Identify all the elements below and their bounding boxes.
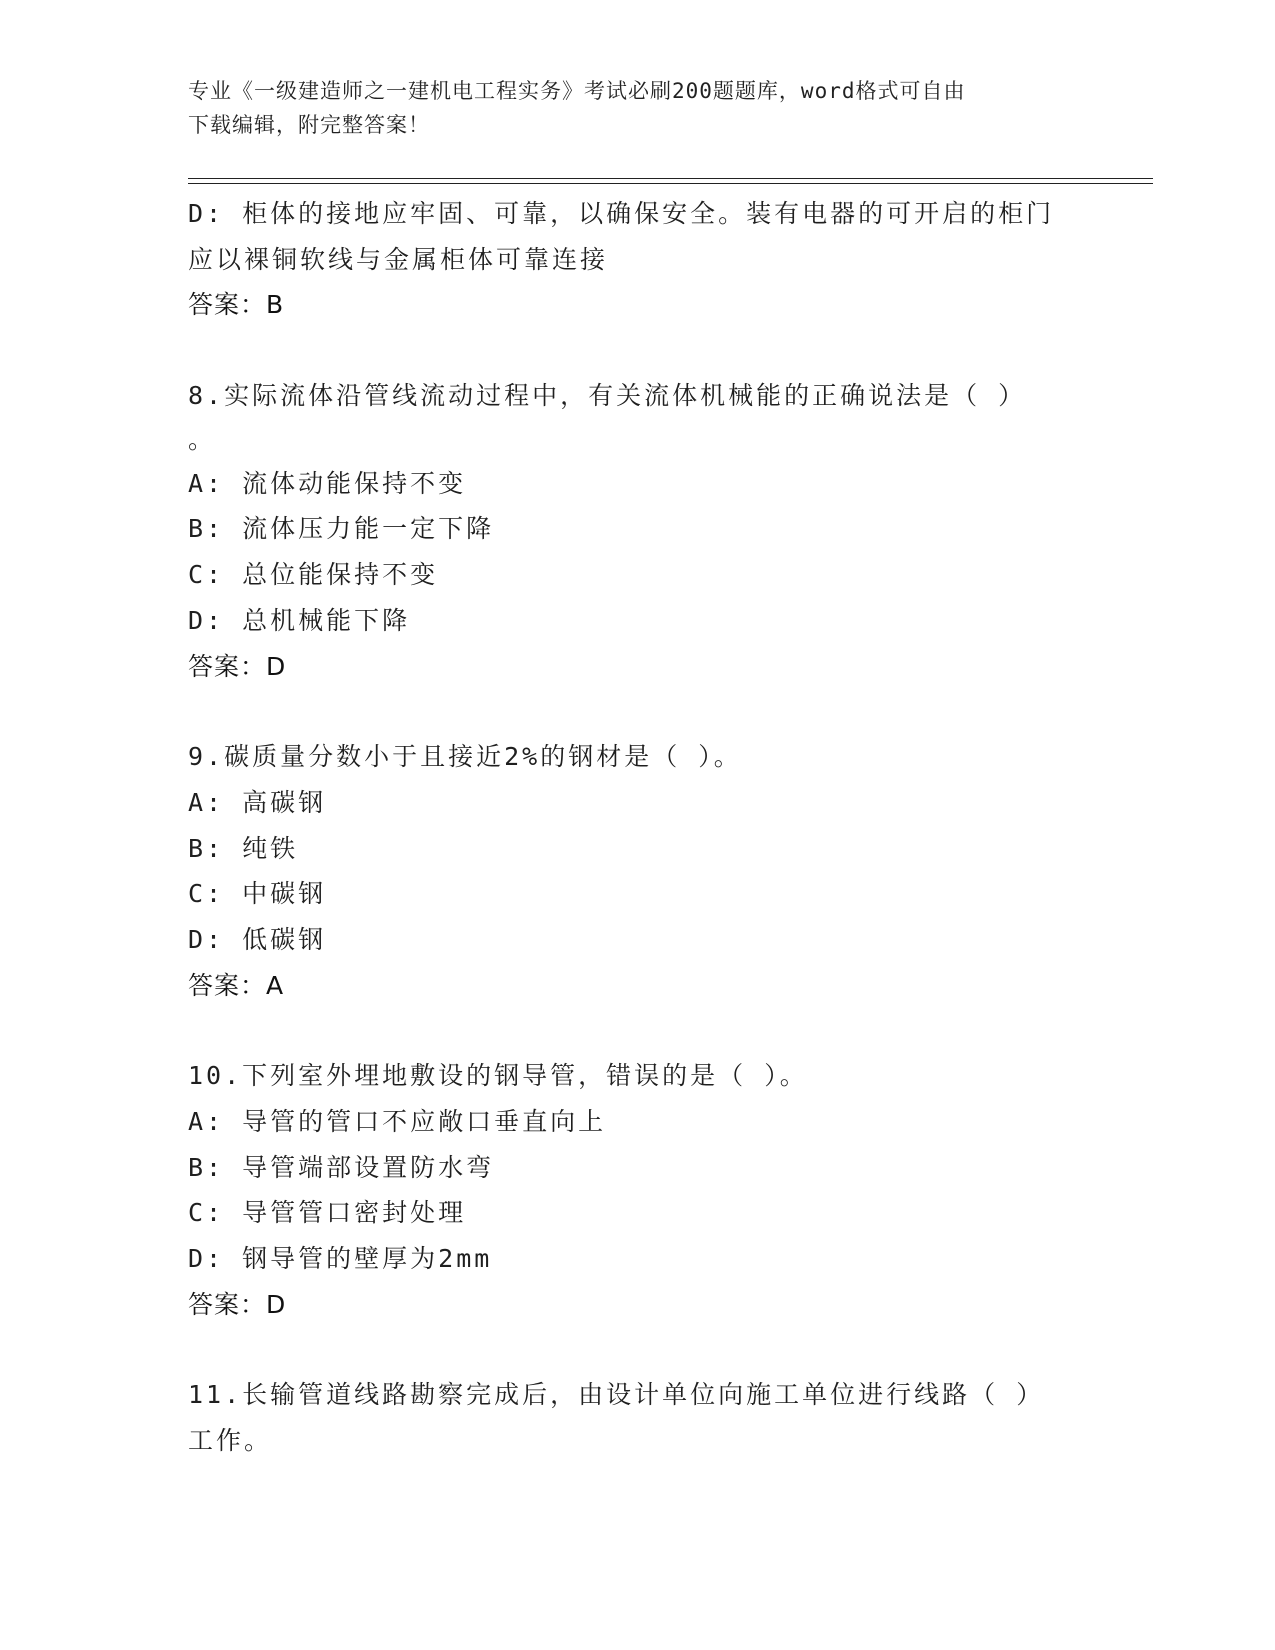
header-rule-top xyxy=(188,178,1153,179)
spacer xyxy=(188,1327,1078,1372)
header-line-1: 专业《一级建造师之一建机电工程实务》考试必刷200题题库，word格式可自由 xyxy=(188,79,966,103)
question-11-stem: 11.长输管道线路勘察完成后，由设计单位向施工单位进行线路（ ） xyxy=(188,1380,1045,1410)
question-content xyxy=(188,191,1078,1464)
question-8-option-a: A: 流体动能保持不变 xyxy=(188,468,467,498)
document-header xyxy=(188,74,1068,142)
option-d-line-1: D: 柜体的接地应牢固、可靠，以确保安全。装有电器的可开启的柜门 xyxy=(188,199,1055,228)
question-8 xyxy=(188,373,1078,689)
answer-10: 答案：D xyxy=(188,1289,287,1319)
question-10-option-a: A: 导管的管口不应敞口垂直向上 xyxy=(188,1107,607,1136)
answer-7: 答案：B xyxy=(188,290,285,320)
question-9-stem: 9.碳质量分数小于且接近2%的钢材是（ ）。 xyxy=(188,742,742,772)
header-line-2: 下载编辑，附完整答案！ xyxy=(188,113,430,137)
question-8-option-d: D: 总机械能下降 xyxy=(188,605,411,635)
question-9-option-c: C: 中碳钢 xyxy=(188,879,327,909)
option-d-line-2: 应以裸铜软线与金属柜体可靠连接 xyxy=(188,244,609,274)
question-10-option-d: D: 钢导管的壁厚为2mm xyxy=(188,1244,493,1274)
question-7-continuation xyxy=(188,191,1078,328)
question-8-option-b: B: 流体压力能一定下降 xyxy=(188,514,495,544)
question-8-stem: 8.实际流体沿管线流动过程中，有关流体机械能的正确说法是（ ） xyxy=(188,381,1027,411)
question-9-option-b: B: 纯铁 xyxy=(188,833,299,863)
question-11-stem-cont: 工作。 xyxy=(188,1426,273,1456)
question-10 xyxy=(188,1053,1078,1327)
question-8-option-c: C: 总位能保持不变 xyxy=(188,560,439,590)
question-9 xyxy=(188,734,1078,1008)
question-8-stem-cont: 。 xyxy=(188,424,217,454)
answer-9: 答案：A xyxy=(188,970,285,1000)
answer-8: 答案：D xyxy=(188,651,287,681)
question-11 xyxy=(188,1372,1078,1463)
spacer xyxy=(188,328,1078,373)
question-10-option-c: C: 导管管口密封处理 xyxy=(188,1198,467,1228)
question-10-stem: 10.下列室外埋地敷设的钢导管，错误的是（ ）。 xyxy=(188,1061,808,1091)
question-10-option-b: B: 导管端部设置防水弯 xyxy=(188,1152,495,1182)
spacer xyxy=(188,1008,1078,1053)
question-9-option-d: D: 低碳钢 xyxy=(188,924,327,954)
spacer xyxy=(188,689,1078,734)
question-9-option-a: A: 高碳钢 xyxy=(188,787,327,817)
header-rule-bottom xyxy=(188,183,1153,184)
